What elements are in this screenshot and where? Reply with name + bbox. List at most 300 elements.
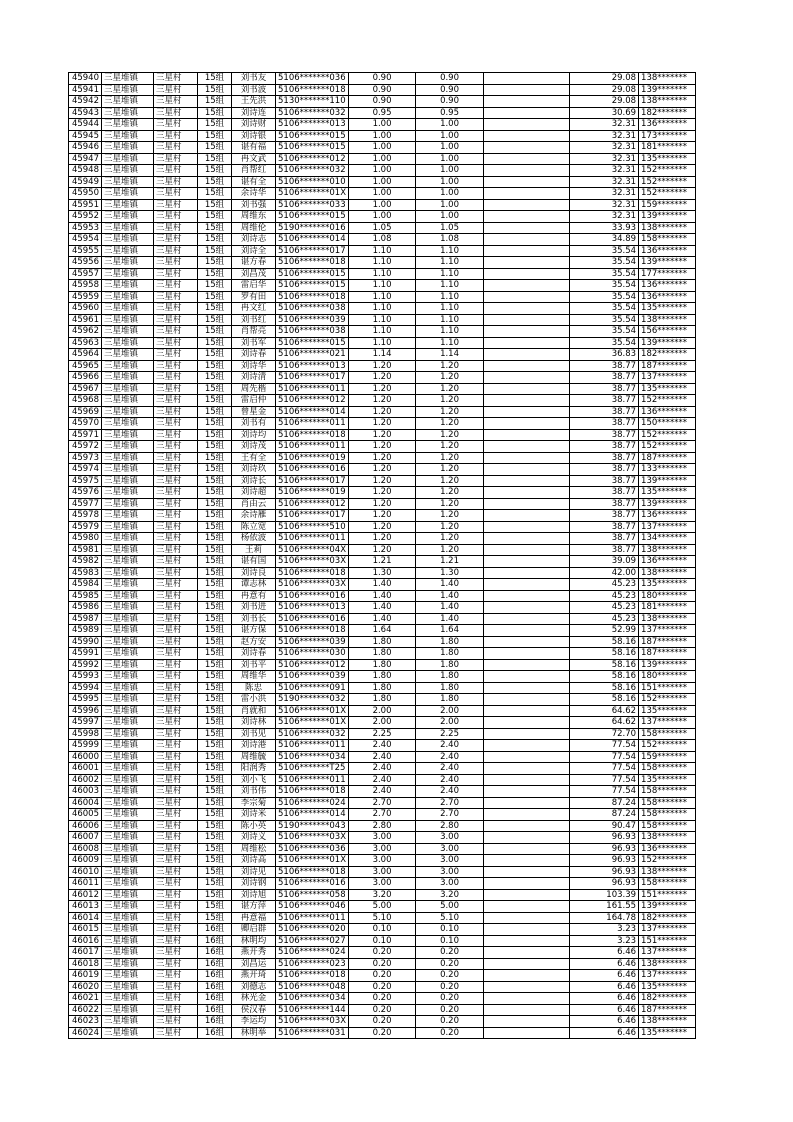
group-cell: 15组 xyxy=(198,671,232,683)
group-cell: 15组 xyxy=(198,360,232,372)
note-cell xyxy=(484,498,570,510)
confirmed-area-cell: 0.20 xyxy=(416,1016,484,1028)
note-cell xyxy=(484,544,570,556)
name-cell: 刘昌茂 xyxy=(232,268,276,280)
id-number-cell: 5106*******017 xyxy=(276,475,349,487)
amount-cell: 6.46 xyxy=(570,993,639,1005)
table-row xyxy=(69,96,696,108)
town-cell: 三星堆镇 xyxy=(102,314,154,326)
amount-cell: 58.16 xyxy=(570,659,639,671)
group-cell: 15组 xyxy=(198,498,232,510)
village-cell: 三星村 xyxy=(154,211,198,223)
id-number-cell: 5190*******043 xyxy=(276,820,349,832)
table-row xyxy=(69,843,696,855)
group-cell: 15组 xyxy=(198,142,232,154)
table-row xyxy=(69,73,696,85)
note-cell xyxy=(484,234,570,246)
id-number-cell: 5106*******01X xyxy=(276,705,349,717)
area-cell: 1.21 xyxy=(349,556,416,568)
confirmed-area-cell: 1.20 xyxy=(416,406,484,418)
table-row xyxy=(69,268,696,280)
name-cell: 刘书军 xyxy=(232,337,276,349)
name-cell: 刘诗华 xyxy=(232,360,276,372)
village-cell: 三星村 xyxy=(154,234,198,246)
village-cell: 三星村 xyxy=(154,314,198,326)
area-cell: 0.90 xyxy=(349,84,416,96)
table-row xyxy=(69,234,696,246)
village-cell: 三星村 xyxy=(154,671,198,683)
row-number-cell: 45994 xyxy=(69,682,102,694)
id-number-cell: 5106*******036 xyxy=(276,73,349,85)
village-cell: 三星村 xyxy=(154,464,198,476)
phone-cell: 158******* xyxy=(639,820,696,832)
table-row xyxy=(69,935,696,947)
phone-cell: 139******* xyxy=(639,659,696,671)
table-row xyxy=(69,303,696,315)
name-cell: 刘书进 xyxy=(232,602,276,614)
area-cell: 1.08 xyxy=(349,234,416,246)
phone-cell: 182******* xyxy=(639,912,696,924)
area-cell: 1.00 xyxy=(349,142,416,154)
row-number-cell: 45997 xyxy=(69,717,102,729)
row-number-cell: 45977 xyxy=(69,498,102,510)
table-row xyxy=(69,613,696,625)
phone-cell: 138******* xyxy=(639,73,696,85)
name-cell: 刘诗良 xyxy=(232,567,276,579)
town-cell: 三星堆镇 xyxy=(102,452,154,464)
note-cell xyxy=(484,372,570,384)
id-number-cell: 5106*******018 xyxy=(276,970,349,982)
table-row xyxy=(69,671,696,683)
village-cell: 三星村 xyxy=(154,521,198,533)
id-number-cell: 5106*******018 xyxy=(276,786,349,798)
name-cell: 刘诗玖 xyxy=(232,464,276,476)
town-cell: 三星堆镇 xyxy=(102,245,154,257)
row-number-cell: 46022 xyxy=(69,1004,102,1016)
confirmed-area-cell: 1.40 xyxy=(416,590,484,602)
village-cell: 三星村 xyxy=(154,291,198,303)
row-number-cell: 46001 xyxy=(69,763,102,775)
confirmed-area-cell: 2.40 xyxy=(416,774,484,786)
phone-cell: 152******* xyxy=(639,176,696,188)
phone-cell: 136******* xyxy=(639,280,696,292)
name-cell: 刘诗米 xyxy=(232,809,276,821)
amount-cell: 35.54 xyxy=(570,245,639,257)
row-number-cell: 46005 xyxy=(69,809,102,821)
row-number-cell: 46020 xyxy=(69,981,102,993)
confirmed-area-cell: 1.21 xyxy=(416,556,484,568)
name-cell: 周先楷 xyxy=(232,383,276,395)
confirmed-area-cell: 1.20 xyxy=(416,521,484,533)
table-row xyxy=(69,291,696,303)
confirmed-area-cell: 1.10 xyxy=(416,326,484,338)
area-cell: 3.00 xyxy=(349,855,416,867)
amount-cell: 96.93 xyxy=(570,843,639,855)
confirmed-area-cell: 1.20 xyxy=(416,418,484,430)
village-cell: 三星村 xyxy=(154,383,198,395)
name-cell: 刘诗茂 xyxy=(232,441,276,453)
note-cell xyxy=(484,395,570,407)
id-number-cell: 5106*******038 xyxy=(276,303,349,315)
name-cell: 肖帮亮 xyxy=(232,326,276,338)
name-cell: 曾星金 xyxy=(232,406,276,418)
town-cell: 三星堆镇 xyxy=(102,372,154,384)
amount-cell: 35.54 xyxy=(570,326,639,338)
town-cell: 三星堆镇 xyxy=(102,889,154,901)
id-number-cell: 5106*******011 xyxy=(276,418,349,430)
amount-cell: 38.77 xyxy=(570,498,639,510)
name-cell: 林明举 xyxy=(232,1027,276,1039)
group-cell: 15组 xyxy=(198,694,232,706)
note-cell xyxy=(484,314,570,326)
id-number-cell: 5106*******032 xyxy=(276,165,349,177)
id-number-cell: 5106*******018 xyxy=(276,866,349,878)
note-cell xyxy=(484,567,570,579)
note-cell xyxy=(484,383,570,395)
village-cell: 三星村 xyxy=(154,533,198,545)
amount-cell: 6.46 xyxy=(570,1027,639,1039)
group-cell: 15组 xyxy=(198,199,232,211)
amount-cell: 38.77 xyxy=(570,406,639,418)
amount-cell: 32.31 xyxy=(570,130,639,142)
phone-cell: 182******* xyxy=(639,349,696,361)
row-number-cell: 45972 xyxy=(69,441,102,453)
confirmed-area-cell: 1.20 xyxy=(416,441,484,453)
area-cell: 1.30 xyxy=(349,567,416,579)
town-cell: 三星堆镇 xyxy=(102,257,154,269)
id-number-cell: 5106*******017 xyxy=(276,372,349,384)
id-number-cell: 5106*******024 xyxy=(276,797,349,809)
village-cell: 三星村 xyxy=(154,786,198,798)
note-cell xyxy=(484,797,570,809)
confirmed-area-cell: 0.10 xyxy=(416,935,484,947)
confirmed-area-cell: 5.00 xyxy=(416,901,484,913)
area-cell: 1.20 xyxy=(349,452,416,464)
group-cell: 15组 xyxy=(198,475,232,487)
note-cell xyxy=(484,935,570,947)
group-cell: 15组 xyxy=(198,418,232,430)
group-cell: 15组 xyxy=(198,912,232,924)
row-number-cell: 46023 xyxy=(69,1016,102,1028)
group-cell: 15组 xyxy=(198,889,232,901)
phone-cell: 136******* xyxy=(639,843,696,855)
table-row xyxy=(69,866,696,878)
phone-cell: 136******* xyxy=(639,556,696,568)
id-number-cell: 5106*******011 xyxy=(276,740,349,752)
group-cell: 15组 xyxy=(198,544,232,556)
note-cell xyxy=(484,452,570,464)
amount-cell: 38.77 xyxy=(570,544,639,556)
area-cell: 1.20 xyxy=(349,441,416,453)
village-cell: 三星村 xyxy=(154,406,198,418)
note-cell xyxy=(484,889,570,901)
name-cell: 刘诗均 xyxy=(232,429,276,441)
confirmed-area-cell: 0.20 xyxy=(416,970,484,982)
id-number-cell: 5106*******018 xyxy=(276,625,349,637)
row-number-cell: 45981 xyxy=(69,544,102,556)
town-cell: 三星堆镇 xyxy=(102,636,154,648)
phone-cell: 138******* xyxy=(639,544,696,556)
group-cell: 15组 xyxy=(198,809,232,821)
phone-cell: 137******* xyxy=(639,924,696,936)
table-row xyxy=(69,84,696,96)
note-cell xyxy=(484,636,570,648)
phone-cell: 152******* xyxy=(639,188,696,200)
confirmed-area-cell: 5.10 xyxy=(416,912,484,924)
village-cell: 三星村 xyxy=(154,487,198,499)
table-row xyxy=(69,567,696,579)
id-number-cell: 5106*******018 xyxy=(276,291,349,303)
note-cell xyxy=(484,1016,570,1028)
town-cell: 三星堆镇 xyxy=(102,337,154,349)
town-cell: 三星堆镇 xyxy=(102,130,154,142)
village-cell: 三星村 xyxy=(154,280,198,292)
table-row xyxy=(69,510,696,522)
note-cell xyxy=(484,947,570,959)
town-cell: 三星堆镇 xyxy=(102,809,154,821)
phone-cell: 138******* xyxy=(639,613,696,625)
town-cell: 三星堆镇 xyxy=(102,429,154,441)
confirmed-area-cell: 1.05 xyxy=(416,222,484,234)
town-cell: 三星堆镇 xyxy=(102,176,154,188)
phone-cell: 158******* xyxy=(639,786,696,798)
id-number-cell: 5106*******015 xyxy=(276,142,349,154)
town-cell: 三星堆镇 xyxy=(102,418,154,430)
group-cell: 15组 xyxy=(198,176,232,188)
row-number-cell: 45996 xyxy=(69,705,102,717)
amount-cell: 29.08 xyxy=(570,73,639,85)
phone-cell: 135******* xyxy=(639,774,696,786)
phone-cell: 158******* xyxy=(639,878,696,890)
note-cell xyxy=(484,245,570,257)
village-cell: 三星村 xyxy=(154,993,198,1005)
village-cell: 三星村 xyxy=(154,452,198,464)
table-row xyxy=(69,602,696,614)
village-cell: 三星村 xyxy=(154,165,198,177)
area-cell: 0.95 xyxy=(349,107,416,119)
name-cell: 刘小飞 xyxy=(232,774,276,786)
phone-cell: 180******* xyxy=(639,671,696,683)
town-cell: 三星堆镇 xyxy=(102,625,154,637)
town-cell: 三星堆镇 xyxy=(102,855,154,867)
id-number-cell: 5106*******017 xyxy=(276,245,349,257)
area-cell: 1.00 xyxy=(349,130,416,142)
area-cell: 1.20 xyxy=(349,395,416,407)
group-cell: 15组 xyxy=(198,372,232,384)
row-number-cell: 45971 xyxy=(69,429,102,441)
area-cell: 1.80 xyxy=(349,682,416,694)
confirmed-area-cell: 1.10 xyxy=(416,303,484,315)
group-cell: 15组 xyxy=(198,533,232,545)
area-cell: 2.40 xyxy=(349,740,416,752)
table-row xyxy=(69,590,696,602)
phone-cell: 136******* xyxy=(639,406,696,418)
phone-cell: 158******* xyxy=(639,763,696,775)
table-row xyxy=(69,165,696,177)
village-cell: 三星村 xyxy=(154,84,198,96)
name-cell: 肖帮红 xyxy=(232,165,276,177)
name-cell: 谌有国 xyxy=(232,556,276,568)
town-cell: 三星堆镇 xyxy=(102,1016,154,1028)
note-cell xyxy=(484,602,570,614)
note-cell xyxy=(484,924,570,936)
area-cell: 0.20 xyxy=(349,1027,416,1039)
village-cell: 三星村 xyxy=(154,613,198,625)
row-number-cell: 45985 xyxy=(69,590,102,602)
area-cell: 1.10 xyxy=(349,337,416,349)
row-number-cell: 45965 xyxy=(69,360,102,372)
phone-cell: 133******* xyxy=(639,464,696,476)
group-cell: 15组 xyxy=(198,406,232,418)
village-cell: 三星村 xyxy=(154,636,198,648)
area-cell: 1.00 xyxy=(349,188,416,200)
group-cell: 15组 xyxy=(198,84,232,96)
amount-cell: 3.23 xyxy=(570,935,639,947)
row-number-cell: 45989 xyxy=(69,625,102,637)
phone-cell: 138******* xyxy=(639,567,696,579)
amount-cell: 77.54 xyxy=(570,786,639,798)
name-cell: 刘书红 xyxy=(232,314,276,326)
table-row xyxy=(69,786,696,798)
area-cell: 1.64 xyxy=(349,625,416,637)
id-number-cell: 5106*******027 xyxy=(276,935,349,947)
row-number-cell: 45948 xyxy=(69,165,102,177)
confirmed-area-cell: 0.20 xyxy=(416,1004,484,1016)
village-cell: 三星村 xyxy=(154,797,198,809)
village-cell: 三星村 xyxy=(154,855,198,867)
area-cell: 1.00 xyxy=(349,119,416,131)
town-cell: 三星堆镇 xyxy=(102,981,154,993)
table-row xyxy=(69,498,696,510)
confirmed-area-cell: 0.90 xyxy=(416,73,484,85)
group-cell: 16组 xyxy=(198,947,232,959)
amount-cell: 36.83 xyxy=(570,349,639,361)
table-row xyxy=(69,625,696,637)
note-cell xyxy=(484,130,570,142)
phone-cell: 152******* xyxy=(639,694,696,706)
amount-cell: 38.77 xyxy=(570,441,639,453)
phone-cell: 135******* xyxy=(639,1027,696,1039)
row-number-cell: 45983 xyxy=(69,567,102,579)
id-number-cell: 5106*******032 xyxy=(276,728,349,740)
village-cell: 三星村 xyxy=(154,602,198,614)
area-cell: 1.40 xyxy=(349,590,416,602)
id-number-cell: 5106*******010 xyxy=(276,176,349,188)
amount-cell: 58.16 xyxy=(570,682,639,694)
village-cell: 三星村 xyxy=(154,303,198,315)
name-cell: 罗有田 xyxy=(232,291,276,303)
name-cell: 刘诗清 xyxy=(232,372,276,384)
amount-cell: 58.16 xyxy=(570,648,639,660)
id-number-cell: 5106*******023 xyxy=(276,958,349,970)
id-number-cell: 5106*******018 xyxy=(276,429,349,441)
phone-cell: 150******* xyxy=(639,418,696,430)
name-cell: 李运均 xyxy=(232,1016,276,1028)
group-cell: 15组 xyxy=(198,820,232,832)
id-number-cell: 5106*******039 xyxy=(276,314,349,326)
confirmed-area-cell: 1.10 xyxy=(416,268,484,280)
row-number-cell: 45956 xyxy=(69,257,102,269)
row-number-cell: 45993 xyxy=(69,671,102,683)
group-cell: 15组 xyxy=(198,291,232,303)
name-cell: 刘书波 xyxy=(232,84,276,96)
name-cell: 谭志林 xyxy=(232,579,276,591)
town-cell: 三星堆镇 xyxy=(102,383,154,395)
name-cell: 余诗雁 xyxy=(232,510,276,522)
phone-cell: 177******* xyxy=(639,268,696,280)
amount-cell: 96.93 xyxy=(570,878,639,890)
confirmed-area-cell: 0.20 xyxy=(416,981,484,993)
id-number-cell: 5106*******016 xyxy=(276,464,349,476)
id-number-cell: 5106*******014 xyxy=(276,406,349,418)
table-row xyxy=(69,924,696,936)
confirmed-area-cell: 1.10 xyxy=(416,291,484,303)
confirmed-area-cell: 2.40 xyxy=(416,786,484,798)
amount-cell: 64.62 xyxy=(570,705,639,717)
amount-cell: 6.46 xyxy=(570,970,639,982)
town-cell: 三星堆镇 xyxy=(102,464,154,476)
town-cell: 三星堆镇 xyxy=(102,912,154,924)
group-cell: 15组 xyxy=(198,314,232,326)
note-cell xyxy=(484,418,570,430)
id-number-cell: 5130*******110 xyxy=(276,96,349,108)
area-cell: 0.10 xyxy=(349,924,416,936)
village-cell: 三星村 xyxy=(154,337,198,349)
table-row xyxy=(69,429,696,441)
phone-cell: 135******* xyxy=(639,383,696,395)
group-cell: 15组 xyxy=(198,855,232,867)
confirmed-area-cell: 0.10 xyxy=(416,924,484,936)
name-cell: 谌有福 xyxy=(232,142,276,154)
confirmed-area-cell: 2.40 xyxy=(416,751,484,763)
confirmed-area-cell: 1.20 xyxy=(416,383,484,395)
amount-cell: 38.77 xyxy=(570,521,639,533)
amount-cell: 77.54 xyxy=(570,751,639,763)
table-row xyxy=(69,958,696,970)
note-cell xyxy=(484,464,570,476)
area-cell: 1.00 xyxy=(349,211,416,223)
table-row xyxy=(69,119,696,131)
group-cell: 15组 xyxy=(198,452,232,464)
id-number-cell: 5106*******014 xyxy=(276,809,349,821)
area-cell: 2.00 xyxy=(349,717,416,729)
confirmed-area-cell: 1.80 xyxy=(416,659,484,671)
area-cell: 1.10 xyxy=(349,245,416,257)
area-cell: 3.00 xyxy=(349,878,416,890)
amount-cell: 35.54 xyxy=(570,291,639,303)
amount-cell: 87.24 xyxy=(570,797,639,809)
table-row xyxy=(69,993,696,1005)
group-cell: 15组 xyxy=(198,73,232,85)
area-cell: 1.20 xyxy=(349,510,416,522)
town-cell: 三星堆镇 xyxy=(102,188,154,200)
name-cell: 雷启华 xyxy=(232,280,276,292)
table-row xyxy=(69,1027,696,1039)
village-cell: 三星村 xyxy=(154,199,198,211)
town-cell: 三星堆镇 xyxy=(102,406,154,418)
village-cell: 三星村 xyxy=(154,257,198,269)
table-row xyxy=(69,751,696,763)
phone-cell: 136******* xyxy=(639,245,696,257)
town-cell: 三星堆镇 xyxy=(102,268,154,280)
row-number-cell: 45987 xyxy=(69,613,102,625)
town-cell: 三星堆镇 xyxy=(102,866,154,878)
town-cell: 三星堆镇 xyxy=(102,1004,154,1016)
amount-cell: 6.46 xyxy=(570,981,639,993)
area-cell: 1.10 xyxy=(349,314,416,326)
name-cell: 谌有全 xyxy=(232,176,276,188)
id-number-cell: 5106*******034 xyxy=(276,751,349,763)
